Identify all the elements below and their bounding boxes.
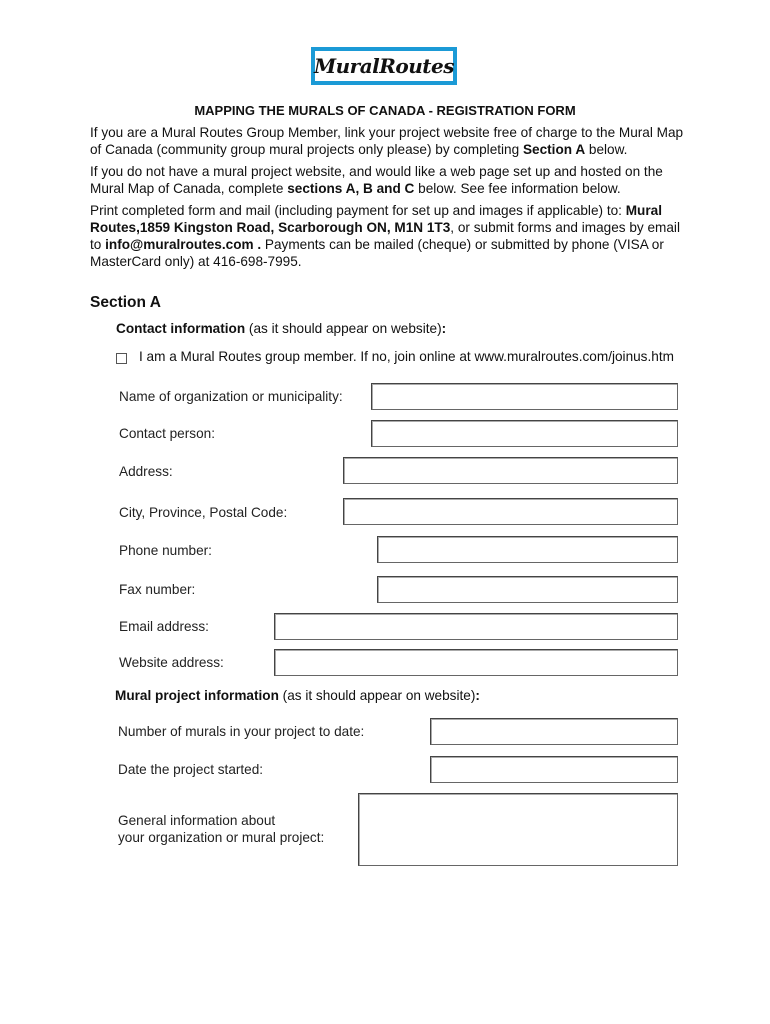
- num-murals-input[interactable]: [430, 718, 678, 745]
- phone-input[interactable]: [377, 536, 678, 563]
- intro-p2-end: below. See fee information below.: [414, 181, 621, 196]
- intro-p2-text: If you do not have a mural project website, and would like a web page set up and hosted on the Mural Map of Canada, complete: [90, 164, 663, 196]
- project-heading-bold: Mural project information: [115, 688, 279, 703]
- general-info-label-line1: General information about: [118, 813, 276, 828]
- date-started-input[interactable]: [430, 756, 678, 783]
- intro-paragraph-2: [90, 163, 690, 197]
- member-checkbox[interactable]: [116, 353, 127, 364]
- contact-email: info@muralroutes.com .: [105, 237, 262, 252]
- address-label: Address:: [119, 464, 173, 479]
- intro-p3-end: Payments can be mailed (cheque) or submitted by phone (VISA or MasterCard only) at 416-698-7995.: [90, 237, 664, 269]
- contact-info-heading: [116, 321, 446, 336]
- contact-heading-rest: (as it should appear on website): [245, 321, 442, 336]
- phone-label: Phone number:: [119, 543, 212, 558]
- mailing-address: Mural Routes,1859 Kingston Road, Scarborough ON, M1N 1T3: [90, 203, 662, 235]
- intro-p1-end: below.: [585, 142, 628, 157]
- website-input[interactable]: [274, 649, 678, 676]
- general-info-label-line2: your organization or mural project:: [118, 830, 325, 845]
- mural-routes-logo: [311, 47, 457, 85]
- intro-p1-text: If you are a Mural Routes Group Member, link your project website free of charge to the Mural Map of Canada (community group mural projects only please) by completing: [90, 125, 684, 157]
- city-province-postal-label: City, Province, Postal Code:: [119, 505, 288, 520]
- org-input[interactable]: [371, 383, 678, 410]
- project-heading-colon: :: [475, 688, 480, 703]
- contact-person-input[interactable]: [371, 420, 678, 447]
- contact-heading-bold: Contact information: [116, 321, 246, 336]
- contact-person-label: Contact person:: [119, 426, 215, 441]
- email-label: Email address:: [119, 619, 209, 634]
- date-started-label: Date the project started:: [118, 762, 264, 777]
- intro-p2-bold: sections A, B and C: [287, 181, 415, 196]
- project-heading-rest: (as it should appear on website): [278, 688, 476, 703]
- org-label: Name of organization or municipality:: [119, 389, 343, 404]
- intro-p3-text: Print completed form and mail (including payment for set up and images if applicable) to:: [90, 203, 626, 218]
- member-checkbox-label: I am a Mural Routes group member. If no, join online at www.muralroutes.com/joinus.htm: [139, 349, 674, 364]
- fax-label: Fax number:: [119, 582, 196, 597]
- member-checkbox-row: [116, 349, 674, 364]
- num-murals-label: Number of murals in your project to date:: [118, 724, 365, 739]
- general-info-textarea[interactable]: [358, 793, 678, 866]
- email-input[interactable]: [274, 613, 678, 640]
- project-info-heading: [115, 688, 480, 703]
- form-title: MAPPING THE MURALS OF CANADA - REGISTRATION FORM: [194, 103, 576, 118]
- intro-paragraph-3: [90, 202, 690, 270]
- website-label: Website address:: [119, 655, 224, 670]
- address-input[interactable]: [343, 457, 678, 484]
- intro-p3-mid: , or submit forms and images by email to: [90, 220, 680, 252]
- section-a-heading: Section A: [90, 294, 161, 311]
- intro-p1-bold: Section A: [522, 142, 586, 157]
- city-province-postal-input[interactable]: [343, 498, 678, 525]
- logo-text: MuralRoutes: [314, 54, 454, 78]
- intro-paragraph-1: [90, 124, 690, 158]
- contact-heading-colon: :: [441, 321, 447, 336]
- fax-input[interactable]: [377, 576, 678, 603]
